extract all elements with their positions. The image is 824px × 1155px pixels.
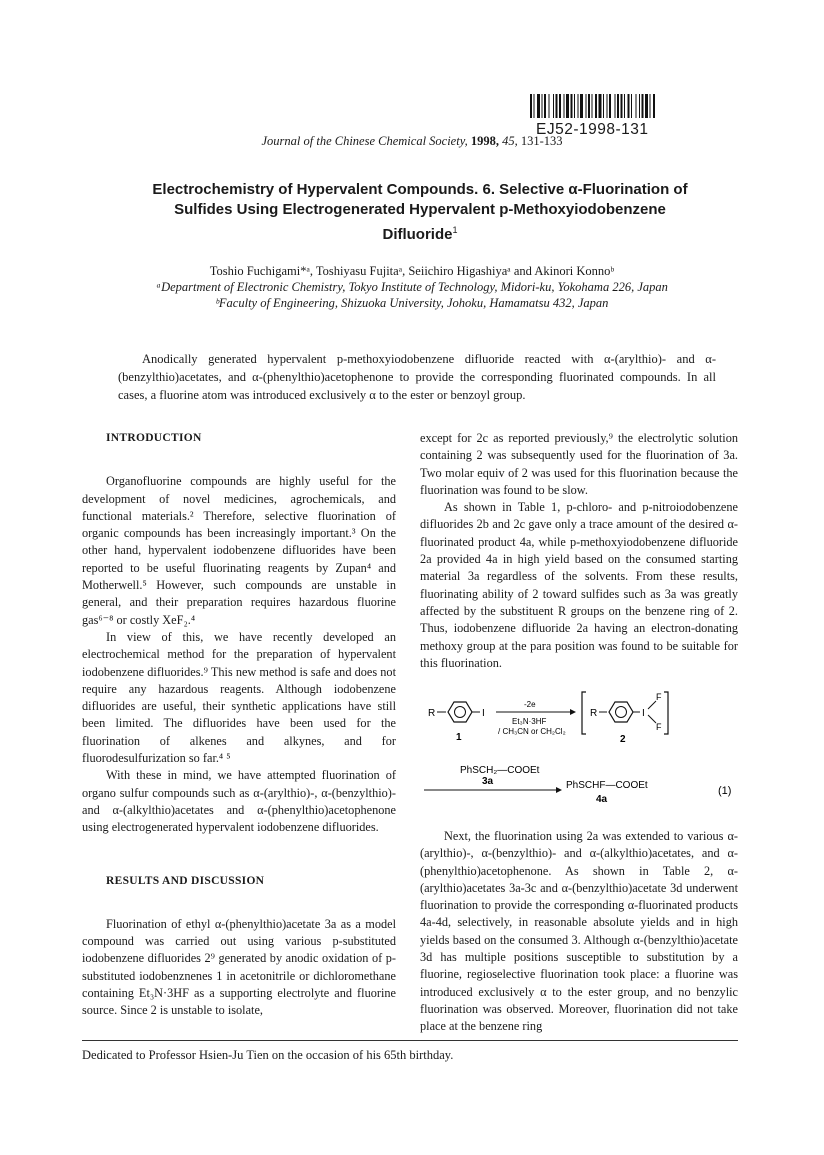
benzene-ring-left (448, 702, 472, 722)
barcode (530, 94, 742, 118)
barcode-bar (631, 94, 632, 118)
journal-pages: 131-133 (520, 134, 563, 148)
barcode-bar (599, 94, 602, 118)
affiliation-b: ᵇFaculty of Engineering, Shizuoka University, Johoku, Hamamatsu 432, Japan (215, 296, 609, 310)
abstract (118, 350, 716, 404)
barcode-bar (595, 94, 597, 118)
barcode-bar (650, 94, 651, 118)
barcode-bar (537, 94, 540, 118)
scheme-label-1: 1 (456, 732, 462, 743)
document-id: EJ52-1998-131 (536, 121, 649, 138)
barcode-bar (607, 94, 608, 118)
right-paragraph-3: Next, the fluorination using 2a was extended to various α-(arylthio)-, α-(benzylthio)- and α-(alkylthio)acetates, and α-(phenylthio)acetophenone. As shown in Table 2, α-(arylthio)acetates 3a-3c and α-(benzylthio)acetate 3d underwent fluorination to provide the corresponding α-fluorinated products 4a-4d, selectively, in reasonable absolute yields and in high yields based on the consumed 3. Although α-(benzylthio)acetate 3d has multiple positions susceptible to substitution by a fluorine, regioselective fluorination took place: a fluorine was introduced exclusively α to the ester group, and no benzylic fluorination was observed. Moreover, fluorination did not take place at the benzene ring (420, 829, 738, 1034)
barcode-bar (615, 94, 616, 118)
scheme-label-2: 2 (620, 734, 626, 745)
barcode-bar (621, 94, 623, 118)
barcode-bar (549, 94, 550, 118)
scheme-reagent: PhSCH₂—COOEt (460, 765, 540, 776)
title-line-3-text: Difluoride (382, 226, 453, 243)
journal-volume: 45, (502, 134, 518, 148)
title-line-2: Sulfides Using Electrogenerated Hypervalent p-Methoxyiodobenzene (174, 201, 666, 218)
intro-paragraph-2: In view of this, we have recently developed an electrochemical method for the preparation of hypervalent iodobenzene difluorides.⁹ This new method is safe and does not require any hazardous reagents. Although iodobenzene difluorides are useful, their synthetic applications have still been limited. The difluorides have been used for the fluorination of alkenes and alkynes, and for fluorodesulfurization so far.⁴ ⁵ (82, 629, 396, 766)
journal-citation (0, 134, 824, 149)
barcode-bar (544, 94, 546, 118)
author-block (0, 263, 824, 311)
barcode-bar (636, 94, 637, 118)
title-line-3 (100, 220, 740, 245)
barcode-bar (653, 94, 655, 118)
barcode-bar (609, 94, 611, 118)
scheme-i-right: I (642, 708, 645, 719)
barcode-bar (530, 94, 532, 118)
intro-paragraph-1: Organofluorine compounds are highly useful for the development of novel medicines, agrochemicals, and functional materials.² Therefore, selective fluorination of organic compounds has been increasingly important.³ On the other hand, hypervalent iodobenzene difluorides have been reported to be useful fluorinating reagents by Zupan⁴ and Motherwell.⁵ However, such compounds are unstable in general, and their preparation requires hazardous fluorine gas⁶⁻⁸ or costly XeF₂.⁴ (82, 474, 396, 627)
title-line-1: Electrochemistry of Hypervalent Compounds. 6. Selective α-Fluorination of (152, 181, 688, 198)
results-paragraph-1: Fluorination of ethyl α-(phenylthio)acetate 3a as a model compound was carried out using various p-substituted iodobenzene difluorides 2⁹ generated by anodic oxidation of p-substituted iodobenznenes 1 in acetonitrile or dichloromethane containing Et₃N·3HF as a supporting electrolyte and fluorine source. Since 2 is unstable to isolate, (82, 916, 396, 1018)
dedication-footnote: Dedicated to Professor Hsien-Ju Tien on the occasion of his 65th birthday. (82, 1048, 454, 1062)
barcode-bar (645, 94, 648, 118)
reaction-scheme (420, 680, 740, 820)
scheme-product-label: 4a (596, 794, 608, 805)
title-footnote-marker: 1 (452, 225, 458, 235)
scheme-i-left: I (482, 708, 485, 719)
barcode-bar (617, 94, 619, 118)
barcode-bar (588, 94, 590, 118)
barcode-bar (624, 94, 625, 118)
affiliation-a: ᵃDepartment of Electronic Chemistry, Tokyo Institute of Technology, Midori-ku, Yokohama 226, Japan (156, 280, 668, 294)
barcode-bar (556, 94, 558, 118)
left-column (82, 430, 396, 1020)
barcode-bar (574, 94, 575, 118)
scheme-f-bottom: F (656, 722, 662, 732)
paper-title (100, 180, 740, 245)
results-heading: RESULTS AND DISCUSSION (106, 874, 265, 887)
right-column-top (420, 430, 738, 672)
equation-number: (1) (718, 785, 732, 797)
arrow-bottom-label: / CH₃CN or CH₂Cl₂ (498, 727, 566, 736)
arrow-mid-label: Et₃N·3HF (512, 717, 547, 726)
barcode-bar (578, 94, 579, 118)
barcode-bar (564, 94, 565, 118)
introduction-heading: INTRODUCTION (106, 432, 202, 444)
right-paragraph-1: except for 2c as reported previously,⁹ the electrolytic solution containing 2 was subsequently used for the fluorination of 3a. Two molar equiv of 2 was used for this fluorination because the fluorination was found to be slow. (420, 431, 738, 497)
scheme-f-top: F (656, 692, 662, 702)
benzene-ring-right (609, 702, 633, 722)
right-paragraph-2: As shown in Table 1, p-chloro- and p-nitroiodobenzene difluorides 2b and 2c gave only a trace amount of the desired α-fluorinated product 4a, while p-methoxyiodobenzene difluoride 2a provided 4a in high yield based on the consumed starting material 3a regardless of the solvents. From these results, fluorinating ability of 2 toward sulfides such as 3a was greatly affected by the substituent R groups on the benzene ring of 2. Thus, iodobenzene difluoride 2a having an electron-donating methoxy group at the para position was found to be suitable for this fluorination. (420, 500, 738, 670)
barcode-bar (534, 94, 535, 118)
barcode-bar (553, 94, 554, 118)
arrow-top-label: -2e (524, 700, 536, 709)
scheme-r-left: R (428, 708, 436, 719)
intro-paragraph-3: With these in mind, we have attempted fluorination of organo sulfur compounds such as α-(arylthio)-, α-(benzylthio)- and α-(alkylthio)acetates and α-(phenylthio)acetophenone using electrogenerated hypervalent iodobenzene difluorides. (82, 768, 396, 835)
barcode-bar (642, 94, 644, 118)
journal-year: 1998, (470, 134, 499, 148)
scheme-r-right: R (590, 708, 598, 719)
scheme-product: PhSCHF—COOEt (566, 780, 648, 791)
barcode-bar (603, 94, 604, 118)
journal-name: Journal of the Chinese Chemical Society, (261, 134, 468, 148)
barcode-bar (571, 94, 573, 118)
author-names: Toshio Fuchigami*ᵃ, Toshiyasu Fujitaᵃ, Seiichiro Higashiyaᵃ and Akinori Konnoᵇ (209, 264, 615, 278)
barcode-bar (542, 94, 543, 118)
barcode-bar (580, 94, 583, 118)
barcode-bar (592, 94, 593, 118)
barcode-bar (586, 94, 587, 118)
barcode-bar (639, 94, 640, 118)
scheme-reagent-label: 3a (482, 776, 494, 787)
barcode-bar (628, 94, 630, 118)
footnote-rule (82, 1040, 738, 1041)
abstract-text: Anodically generated hypervalent p-methoxyiodobenzene difluoride reacted with α-(arylthio)- and α-(benzylthio)acetates, and α-(phenylthio)acetophenone to provide the corresponding fluorinated compounds. In all cases, a fluorine atom was introduced exclusively α to the ester or benzoyl group. (118, 352, 716, 402)
barcode-bar (559, 94, 561, 118)
barcode-bar (566, 94, 569, 118)
right-column-bottom (420, 828, 738, 1036)
